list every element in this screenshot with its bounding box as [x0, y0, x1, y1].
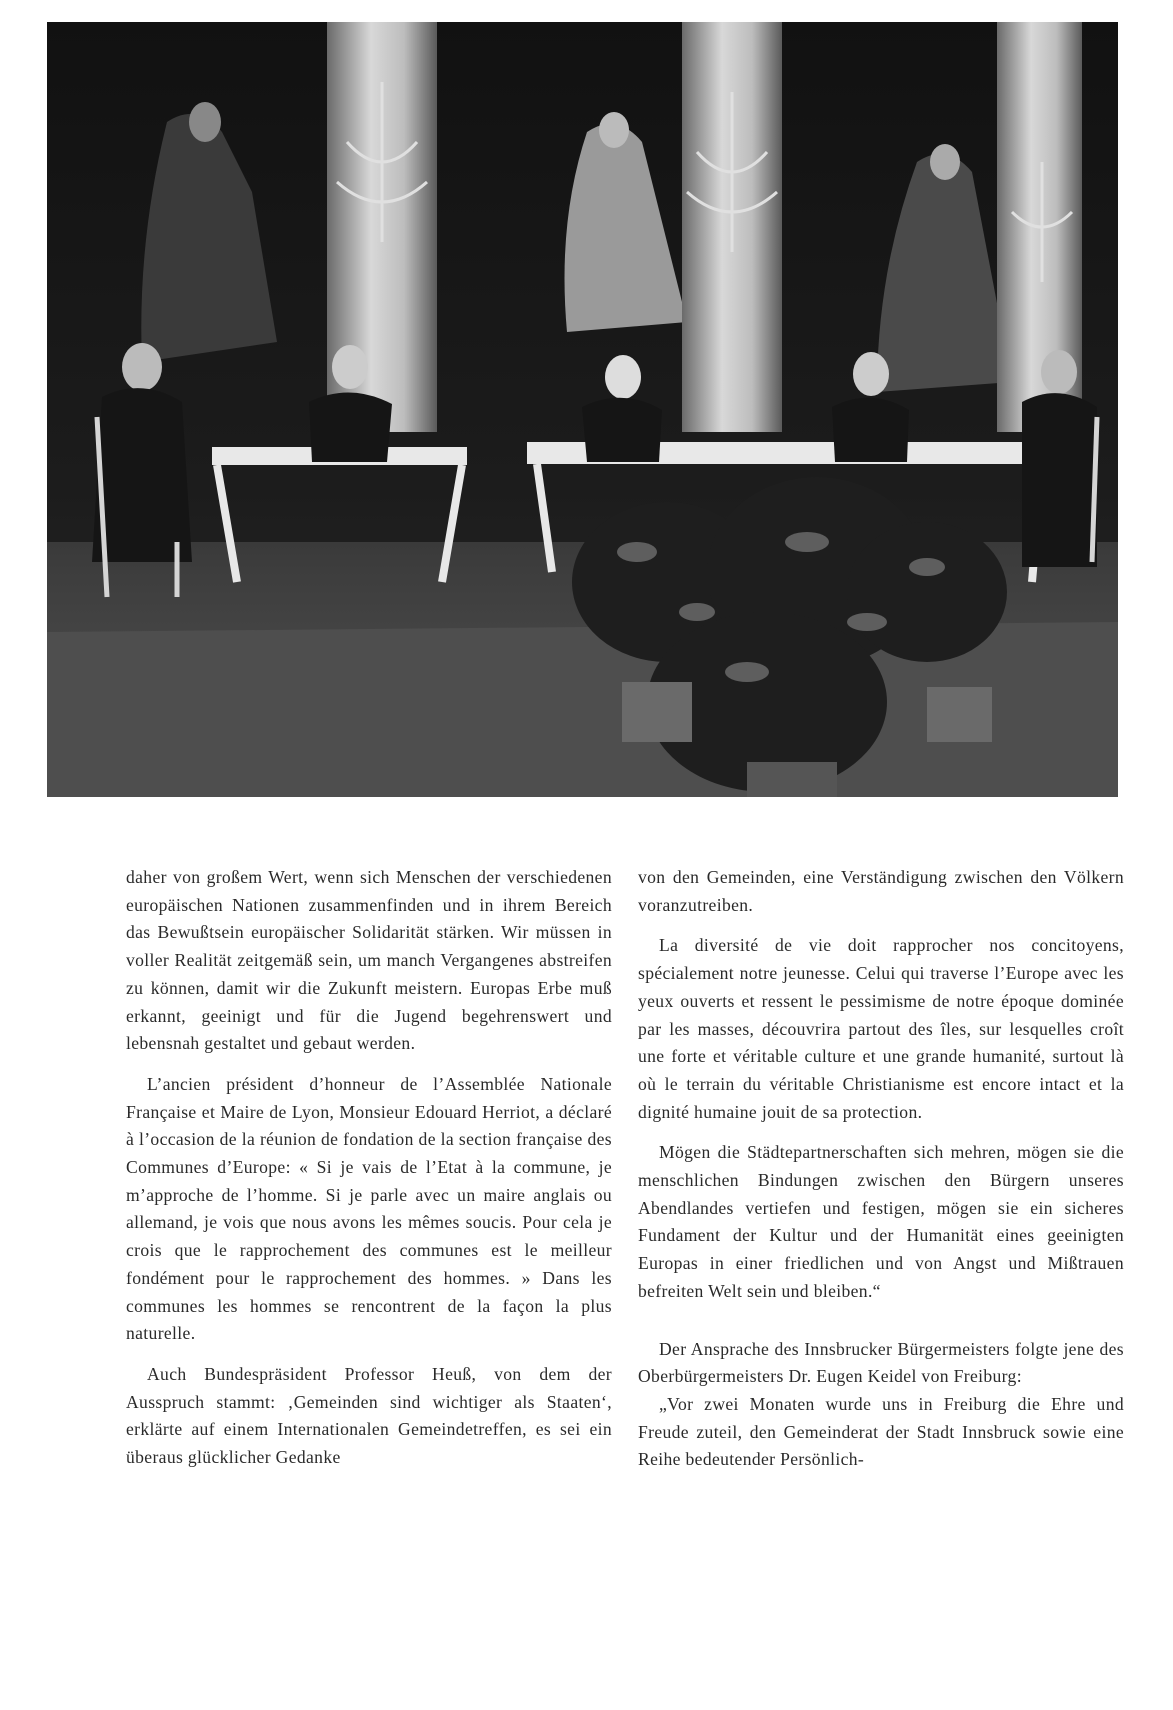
- left-column: [126, 864, 612, 1472]
- left-paragraph-3: Auch Bundespräsident Professor Heuß, von dem der Ausspruch stammt: ‚Gemeinden sind wichtiger als Staaten‘, erklärte auf einem Internationalen Gemeindetreffen, es sei ein überaus glücklicher Gedanke: [126, 1363, 612, 1468]
- photo-council-meeting-icon: [47, 22, 1118, 797]
- right-paragraph-4: Der Ansprache des Innsbrucker Bürgermeisters folgte jene des Oberbürgermeisters Dr. Eugen Keidel von Freiburg:: [638, 1338, 1124, 1387]
- right-paragraph-3: Mögen die Städtepartnerschaften sich mehren, mögen sie die menschlichen Bindungen zwischen den Bürgern unseres Abendlandes vertiefen und festigen, mögen sie ein sicheres Fundament der Kultur und der Humanität eines geeinigten Europas in einer friedlichen und von Angst und Mißtrauen befreiten Welt sein und bleiben.“: [638, 1142, 1124, 1301]
- left-paragraph-1: daher von großem Wert, wenn sich Menschen der verschiedenen europäischen Nationen zusammenfinden und in ihrem Bereich das Bewußtsein europäischer Solidarität stärken. Wir müssen in voller Realität zeitgemäß sein, um manch Vergangenes abstreifen zu können, damit wir die Zukunft meistern. Europas Erbe muß erkannt, geeinigt und für die Jugend begehrenswert und lebensnah gestaltet und gebaut werden.: [126, 867, 612, 1054]
- right-paragraph-5: „Vor zwei Monaten wurde uns in Freiburg die Ehre und Freude zuteil, den Gemeinderat der Stadt Innsbruck sowie eine Reihe bedeutender Persönlich-: [638, 1393, 1124, 1470]
- left-paragraph-2: L’ancien président d’honneur de l’Assemblée Nationale Française et Maire de Lyon, Monsieur Edouard Herriot, a déclaré à l’occasion de la réunion de fondation de la section française des Communes d’Europe: « Si je vais de l’Etat à la commune, je m’approche de l’homme. Si je parle avec un maire anglais ou allemand, je vois que nous avons les mêmes soucis. Pour cela je crois que le rapprochement des communes est le meilleur fondément pour le rapprochement des hommes. » Dans les communes les hommes se rencontrent de la façon la plus naturelle.: [126, 1073, 612, 1344]
- council-photo: [47, 22, 1118, 797]
- right-column: [638, 864, 1124, 1474]
- right-paragraph-1: von den Gemeinden, eine Verständigung zwischen den Völkern voranzutreiben.: [638, 867, 1124, 915]
- right-paragraph-2: La diversité de vie doit rapprocher nos concitoyens, spécialement notre jeunesse. Celui qui traverse l’Europe avec les yeux ouverts et ressent le pessimisme de notre époque dominée par les masses, découvrira partout des îles, sur lesquelles croît une forte et véritable culture et une grande humanité, surtout là où le terrain du véritable Christianisme est encore intact et la dignité humaine jouit de sa protection.: [638, 935, 1124, 1122]
